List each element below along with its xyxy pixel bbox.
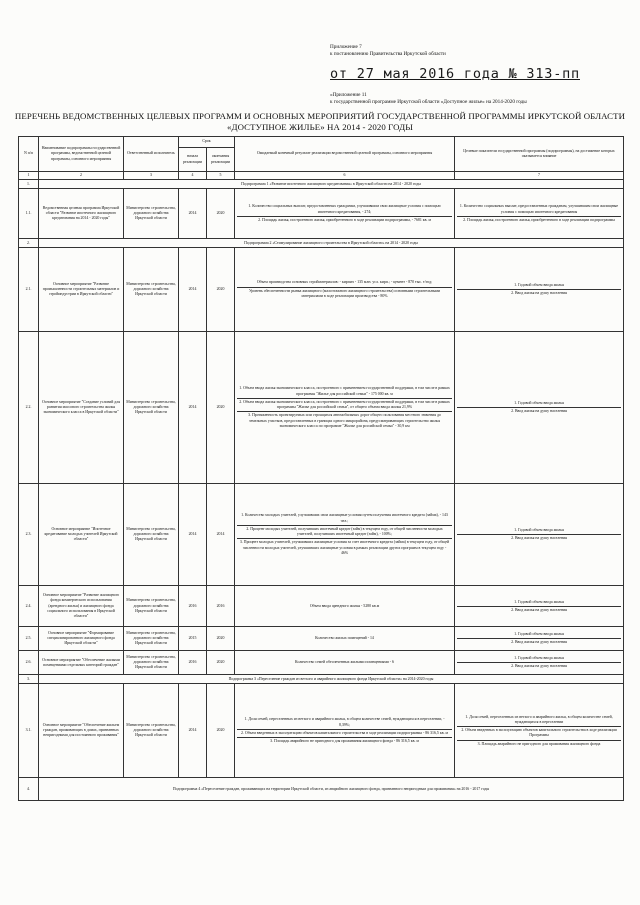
- target-indicator: [455, 586, 624, 627]
- expected-result: [235, 248, 455, 332]
- start-year: 2014: [179, 484, 207, 586]
- row-number: 3.: [19, 675, 39, 684]
- table-row: [19, 684, 624, 778]
- measure-name: Основное мероприятие "Обеспечение жильем граждан, проживающих в домах, признанных непригодными для постоянного проживания": [39, 684, 124, 778]
- target-indicator-entry: 2. Ввод жилья на душу населения: [457, 638, 621, 646]
- expected-result-entry: 2. Объем введенных в эксплуатацию объектов капитального строительства в ходе реализации подпрограммы - 86 316,5 кв. м: [237, 729, 452, 737]
- appendix-header: [330, 44, 630, 58]
- table-row: [19, 586, 624, 627]
- end-year: 2020: [207, 627, 235, 651]
- responsible-executor: Министерство строительства, дорожного хозяйства Иркутской области: [124, 586, 179, 627]
- row-number: 1.: [19, 180, 39, 189]
- responsible-executor: Министерство строительства, дорожного хозяйства Иркутской области: [124, 651, 179, 675]
- responsible-executor: Министерство строительства, дорожного хозяйства Иркутской области: [124, 248, 179, 332]
- measure-name: Основное мероприятие "Развитие промышленности строительных материалов и стройиндустрии в Иркутской области": [39, 248, 124, 332]
- measure-name: Основное мероприятие "Обеспечение жилыми помещениями отдельных категорий граждан": [39, 651, 124, 675]
- target-indicator-entry: 1. Годовой объем ввода жилья: [514, 656, 564, 660]
- responsible-executor: Министерство строительства, дорожного хозяйства Иркутской области: [124, 189, 179, 239]
- row-number: 2.5.: [19, 627, 39, 651]
- expected-result-entry: 1. Объем ввода жилья экономического класса, построенного с применением государственной поддержки, в том числе в рамках программы "Жилье для российской семьи" - 175 000 кв. м: [239, 386, 450, 396]
- target-indicator-entry: 2. Ввод жилья на душу населения: [457, 606, 621, 614]
- program-line: к государственной программе Иркутской области «Доступное жилье» на 2014-2020 годы: [330, 99, 527, 105]
- target-indicator: [455, 627, 624, 651]
- end-year: 2020: [207, 332, 235, 484]
- target-indicator: [455, 651, 624, 675]
- subprogram-row: [19, 778, 624, 801]
- row-number: 2.3.: [19, 484, 39, 586]
- row-number: 3.1.: [19, 684, 39, 778]
- table-row: [19, 332, 624, 484]
- subprogram-title: Подпрограмма 2 «Стимулирование жилищного строительства в Иркутской области» на 2014 - 2020 годы: [39, 239, 624, 248]
- col-term-header: Срок: [179, 137, 235, 148]
- appendix-label: Приложение 7: [330, 44, 362, 50]
- table-row: [19, 189, 624, 239]
- col-exec-header: Ответственный исполнитель: [124, 137, 179, 172]
- target-indicator: [455, 248, 624, 332]
- expected-result: [235, 651, 455, 675]
- expected-result-entry: Количество жилых помещений - 14: [315, 636, 374, 641]
- target-indicator-entry: 2. Ввод жилья на душу населения: [457, 407, 621, 415]
- expected-result-entry: 3. Площадь аварийного не пригодного для проживания жилищного фонда - 86 316,5 кв. м: [237, 737, 452, 745]
- col-start-header: начала реализации: [179, 148, 207, 172]
- subprogram-row: [19, 180, 624, 189]
- target-indicator-entry: 1. Годовой объем ввода жилья: [514, 599, 564, 604]
- expected-result-entry: Объем ввода арендного жилья - 5280 кв.м: [309, 603, 380, 608]
- subprogram-title: Подпрограмма 3 «Переселение граждан из ветхого и аварийного жилищного фонда Иркутской области» на 2014-2020 годы: [39, 675, 624, 684]
- end-year: 2016: [207, 586, 235, 627]
- responsible-executor: Министерство строительства, дорожного хозяйства Иркутской области: [124, 484, 179, 586]
- end-year: 2020: [207, 248, 235, 332]
- row-number: 1.1.: [19, 189, 39, 239]
- appendix2-label: «Приложение 11: [330, 92, 367, 98]
- expected-result: [235, 332, 455, 484]
- expected-result: [235, 484, 455, 586]
- col-name-header: Наименование подпрограммы государственной программы, ведомственной целевой программы, основного мероприятия: [39, 137, 124, 172]
- target-indicator-entry: 1. Количество социальных выплат, предоставленных гражданам, улучшившим свои жилищные условия с помощью ипотечного кредитования: [459, 204, 619, 214]
- expected-result-entry: 1. Доля семей, переселенных из ветхого и аварийного жилья, в общем количестве семей, нуждающихся в переселении, - 8,39%;: [244, 717, 445, 727]
- program-table: N п/п Наименование подпрограммы государственной программы, ведомственной целевой программы, основного мероприятия Ответственный исполнитель Срок Ожидаемый конечный результат реализации ведомственной целевой программы, основного мероприятия Целевые показатели государственной программы (подпрограммы), на достижение которых оказывается влияние начала реализации окончания реализации 1 2 3 4 5 6 7 1. Подпрограмма 1 «Развитие ипотечного жилищного кредитования» в Иркутской области на 2014 - 2020 годы 1.1. Ведомственная целевая программа Иркутской области "Развитие ипотечного жилищного кредитования на 2014 - 2020 годы" Министерство строительства, дорожного хозяйства Иркутской области 2014 2020 1. Количество социальных выплат, предоставленных гражданам, улучшившим свои жилищные условия с помощью ипотечного кредитования, - 274; 2. Площадь жилья, построенного жилья, приобретенного в ходе реализации подпрограммы, - 7681 кв. м 1. Количество социальных выплат, предоставленных гражданам, улучшившим свои жилищные условия с помощью ипотечного кредитования 2. Площадь жилья, построенного жилья, приобретенного в ходе реализации подпрограммы 2. Подпрограмма 2 «Стимулирование жилищного строительства в Иркутской области» на 2014 - 2020 годы 2.1. Основное мероприятие "Развитие промышленности строительных материалов и стройиндустрии в Иркутской области" Министерство строительства, дорожного хозяйства Иркутской области 2014 2020 Объем производства основных стройматериалов: - кирпич - 135 млн. усл. кирп.; - цемент - 870 тыс. т/год; Уровень обеспеченности рынка жилищного (малоэтажного жилищного строительства) основными строительными материалами в ходе реализации производства - 80% 1. Годовой объем ввода жилья 2. Ввод жилья на душу населения 2.2. Основное мероприятие "Создание условий для развития массового строительства жилья экономического класса в Иркутской области" Министерство строительства, дорожного хозяйства Иркутской области 2014 2020 1. Объем ввода жилья экономического класса, построенного с применением государственной поддержки, в том числе в рамках программы "Жилье для российской семьи" - 175 000 кв. м 2. Объем ввода жилья экономического класса, построенного с применением государственной поддержки, в том числе в рамках программы "Жилье для российской семьи", от общего объема ввода жилья 21,9% 3. Протяженность проектируемых или строящихся автомобильных дорог общего пользования местного значения до земельных участков, предоставленных в границах одного микрорайона, предусматривающих строительство жилья экономического класса по программе "Жилье для российской семьи" - 30,9 км 1. Годовой объем ввода жилья 2. Ввод жилья на душу населения 2.3. Основное мероприятие "Ипотечное кредитование молодых учителей Иркутской области" Министерство строительства, дорожного хозяйства Иркутской области 2014 2014 1. Количество молодых учителей, улучшивших свои жилищные условия путем получения ипотечного кредита (займа), - 143 чел.; 2. Процент молодых учителей, получивших ипотечный кредит (займ) в текущем году, от общей численности молодых учителей, получивших ипотечный кредит (займ), - 100%; 3. Процент молодых учителей, улучшивших жилищные условия за счет ипотечного кредита (займа) в текущем году, от общей численности молодых учителей, улучшивших жилищные условия в рамках реализации других программ в текущем году - 46% 1. Годовой объем ввода жилья 2. Ввод жилья на душу населения 2.4. Основное мероприятие "Развитие жилищного фонда коммерческого использования (арендного жилья) и жилищного фонда социального использования в Иркутской области" Министерство строительства, дорожного хозяйства Иркутской области 2016 2016 Объем ввода арендного жилья - 5280 кв.м 1. Годовой объем ввода жилья 2. Ввод жилья на душу населения 2.5. Основное мероприятие "Формирование специализированного жилищного фонда Иркутской области" Министерство строительства, дорожного хозяйства Иркутской области 2015 2020 Количество жилых помещений - 14 1. Годовой объем ввода жилья 2. Ввод жилья на душу населения 2.6. Основное мероприятие "Обеспечение жилыми помещениями отдельных категорий граждан" Министерство строительства, дорожного хозяйства Иркутской области 2016 2020 Количество семей обеспеченных жилыми помещениями - 6 1. Годовой объем ввода жилья 2. Ввод жилья на душу населения 3. Подпрограмма 3 «Переселение граждан из ветхого и аварийного жилищного фонда Иркутской области» на 2014-2020 годы 3.1. Основное мероприятие "Обеспечение жильем граждан, проживающих в домах, признанных непригодными для постоянного проживания" Министерство строительства, дорожного хозяйства Иркутской области 2014 2020 1. Доля семей, переселенных из ветхого и аварийного жилья, в общем количестве семей, нуждающихся в переселении, - 8,39%; 2. Объем введенных в эксплуатацию объектов капитального строительства в ходе реализации подпрограммы - 86 316,5 кв. м 3. Площадь аварийного не пригодного для проживания жилищного фонда - 86 316,5 кв. м 1. Доля семей, переселенных из ветхого и аварийного жилья, в общем количестве семей, нуждающихся в переселении 2. Объем введенных в эксплуатацию объектов капитального строительства в ходе реализации Программы 3. Площадь аварийного не пригодного для проживания жилищного фонда 4. Подпрограмма 4 «Переселение граждан, проживающих на территории Иркутской области, из аварийного жилищного фонда, признанного непригодным для проживания» на 2016 - 2017 годы: [18, 136, 624, 801]
- program-appendix-header: [330, 92, 630, 106]
- row-number: 2.4.: [19, 586, 39, 627]
- measure-name: Основное мероприятие "Формирование специализированного жилищного фонда Иркутской области": [39, 627, 124, 651]
- row-number: 2.2.: [19, 332, 39, 484]
- col-indicators-header: Целевые показатели государственной программы (подпрограммы), на достижение которых оказывается влияние: [455, 137, 624, 172]
- table-row: [19, 484, 624, 586]
- start-year: 2014: [179, 248, 207, 332]
- start-year: 2016: [179, 651, 207, 675]
- subprogram-title: Подпрограмма 4 «Переселение граждан, проживающих на территории Иркутской области, из аварийного жилищного фонда, признанного непригодным для проживания» на 2016 - 2017 годы: [39, 778, 624, 801]
- target-indicator-entry: 1. Годовой объем ввода жилья: [514, 528, 564, 532]
- target-indicator: [455, 684, 624, 778]
- expected-result-entry: Количество семей обеспеченных жилыми помещениями - 6: [295, 660, 394, 665]
- start-year: 2015: [179, 627, 207, 651]
- expected-result-entry: 3. Протяженность проектируемых или строящихся автомобильных дорог общего пользования местного значения до земельных участков, предоставленных в границах одного микрорайона, предусматривающих строительство жилья экономического класса по программе "Жилье для российской семьи" - 30,9 км: [237, 411, 452, 430]
- subprogram-row: [19, 675, 624, 684]
- end-year: 2020: [207, 684, 235, 778]
- target-indicator-entry: 1. Годовой объем ввода жилья: [514, 632, 564, 636]
- col-num-header: N п/п: [19, 137, 39, 172]
- target-indicator-entry: 1. Годовой объем ввода жилья: [514, 401, 564, 405]
- document-title: ПЕРЕЧЕНЬ ВЕДОМСТВЕННЫХ ЦЕЛЕВЫХ ПРОГРАММ И ОСНОВНЫХ МЕРОПРИЯТИЙ ГОСУДАРСТВЕННОЙ ПРОГРАММЫ ИРКУТСКОЙ ОБЛАСТИ «ДОСТУПНОЕ ЖИЛЬЕ» НА 2014 - 2020 ГОДЫ: [14, 111, 626, 132]
- responsible-executor: Министерство строительства, дорожного хозяйства Иркутской области: [124, 332, 179, 484]
- measure-name: Основное мероприятие "Развитие жилищного фонда коммерческого использования (арендного жилья) и жилищного фонда социального использования в Иркутской области": [39, 586, 124, 627]
- row-number: 2.6.: [19, 651, 39, 675]
- end-year: 2020: [207, 651, 235, 675]
- expected-result: [235, 627, 455, 651]
- expected-result-entry: 2. Площадь жилья, построенного жилья, приобретенного в ходе реализации подпрограммы, - 7681 кв. м: [237, 216, 452, 224]
- target-indicator-entry: 2. Объем введенных в эксплуатацию объектов капитального строительства в ходе реализации Программы: [457, 726, 621, 739]
- expected-result-entry: 1. Количество социальных выплат, предоставленных гражданам, улучшившим свои жилищные условия с помощью ипотечного кредитования, - 274;: [248, 204, 441, 214]
- measure-name: Основное мероприятие "Ипотечное кредитование молодых учителей Иркутской области": [39, 484, 124, 586]
- expected-result-entry: 1. Количество молодых учителей, улучшивших свои жилищные условия путем получения ипотечного кредита (займа), - 143 чел.;: [241, 513, 448, 523]
- target-indicator-entry: 3. Площадь аварийного не пригодного для проживания жилищного фонда: [457, 740, 621, 748]
- start-year: 2014: [179, 332, 207, 484]
- table-row: [19, 248, 624, 332]
- col-result-header: Ожидаемый конечный результат реализации ведомственной целевой программы, основного мероприятия: [235, 137, 455, 172]
- handwritten-date-number: от 27 мая 2016 года № 313-пп: [330, 66, 580, 82]
- measure-name: Основное мероприятие "Создание условий для развития массового строительства жилья экономического класса в Иркутской области": [39, 332, 124, 484]
- expected-result: [235, 586, 455, 627]
- expected-result-entry: Уровень обеспеченности рынка жилищного (малоэтажного жилищного строительства) основными строительными материалами в ходе реализации производства - 80%: [237, 287, 452, 300]
- expected-result: [235, 189, 455, 239]
- start-year: 2016: [179, 586, 207, 627]
- end-year: 2020: [207, 189, 235, 239]
- row-number: 2.: [19, 239, 39, 248]
- target-indicator-entry: 2. Ввод жилья на душу населения: [457, 662, 621, 670]
- end-year: 2014: [207, 484, 235, 586]
- target-indicator: [455, 484, 624, 586]
- responsible-executor: Министерство строительства, дорожного хозяйства Иркутской области: [124, 684, 179, 778]
- resolution-line: к постановлению Правительства Иркутской области: [330, 51, 446, 57]
- start-year: 2014: [179, 684, 207, 778]
- subprogram-row: [19, 239, 624, 248]
- target-indicator: [455, 332, 624, 484]
- table-row: [19, 651, 624, 675]
- expected-result-entry: Объем производства основных стройматериалов: - кирпич - 135 млн. усл. кирп.; - цемент - 870 тыс. т/год;: [256, 280, 433, 285]
- table-row: [19, 627, 624, 651]
- target-indicator-entry: 2. Ввод жилья на душу населения: [457, 534, 621, 542]
- row-number: 4.: [19, 778, 39, 801]
- expected-result-entry: 3. Процент молодых учителей, улучшивших жилищные условия за счет ипотечного кредита (займа) в текущем году, от общей численности молодых учителей, улучшивших жилищные условия в рамках реализации других программ в текущем году - 46%: [237, 538, 452, 557]
- target-indicator-entry: 1. Доля семей, переселенных из ветхого и аварийного жилья, в общем количестве семей, нуждающихся в переселении: [465, 714, 613, 724]
- row-number: 2.1.: [19, 248, 39, 332]
- start-year: 2014: [179, 189, 207, 239]
- target-indicator-entry: 2. Площадь жилья, построенного жилья, приобретенного в ходе реализации подпрограммы: [457, 216, 621, 224]
- responsible-executor: Министерство строительства, дорожного хозяйства Иркутской области: [124, 627, 179, 651]
- target-indicator-entry: 1. Годовой объем ввода жилья: [514, 283, 564, 287]
- measure-name: Ведомственная целевая программа Иркутской области "Развитие ипотечного жилищного кредитования на 2014 - 2020 годы": [39, 189, 124, 239]
- target-indicator-entry: 2. Ввод жилья на душу населения: [457, 289, 621, 297]
- expected-result-entry: 2. Объем ввода жилья экономического класса, построенного с применением государственной поддержки, в том числе в рамках программы "Жилье для российской семьи", от общего объема ввода жилья 21,9%: [237, 398, 452, 411]
- target-indicator: [455, 189, 624, 239]
- col-end-header: окончания реализации: [207, 148, 235, 172]
- expected-result-entry: 2. Процент молодых учителей, получивших ипотечный кредит (займ) в текущем году, от общей численности молодых учителей, получивших ипотечный кредит (займ), - 100%;: [237, 525, 452, 538]
- subprogram-title: Подпрограмма 1 «Развитие ипотечного жилищного кредитования» в Иркутской области на 2014 - 2020 годы: [39, 180, 624, 189]
- expected-result: [235, 684, 455, 778]
